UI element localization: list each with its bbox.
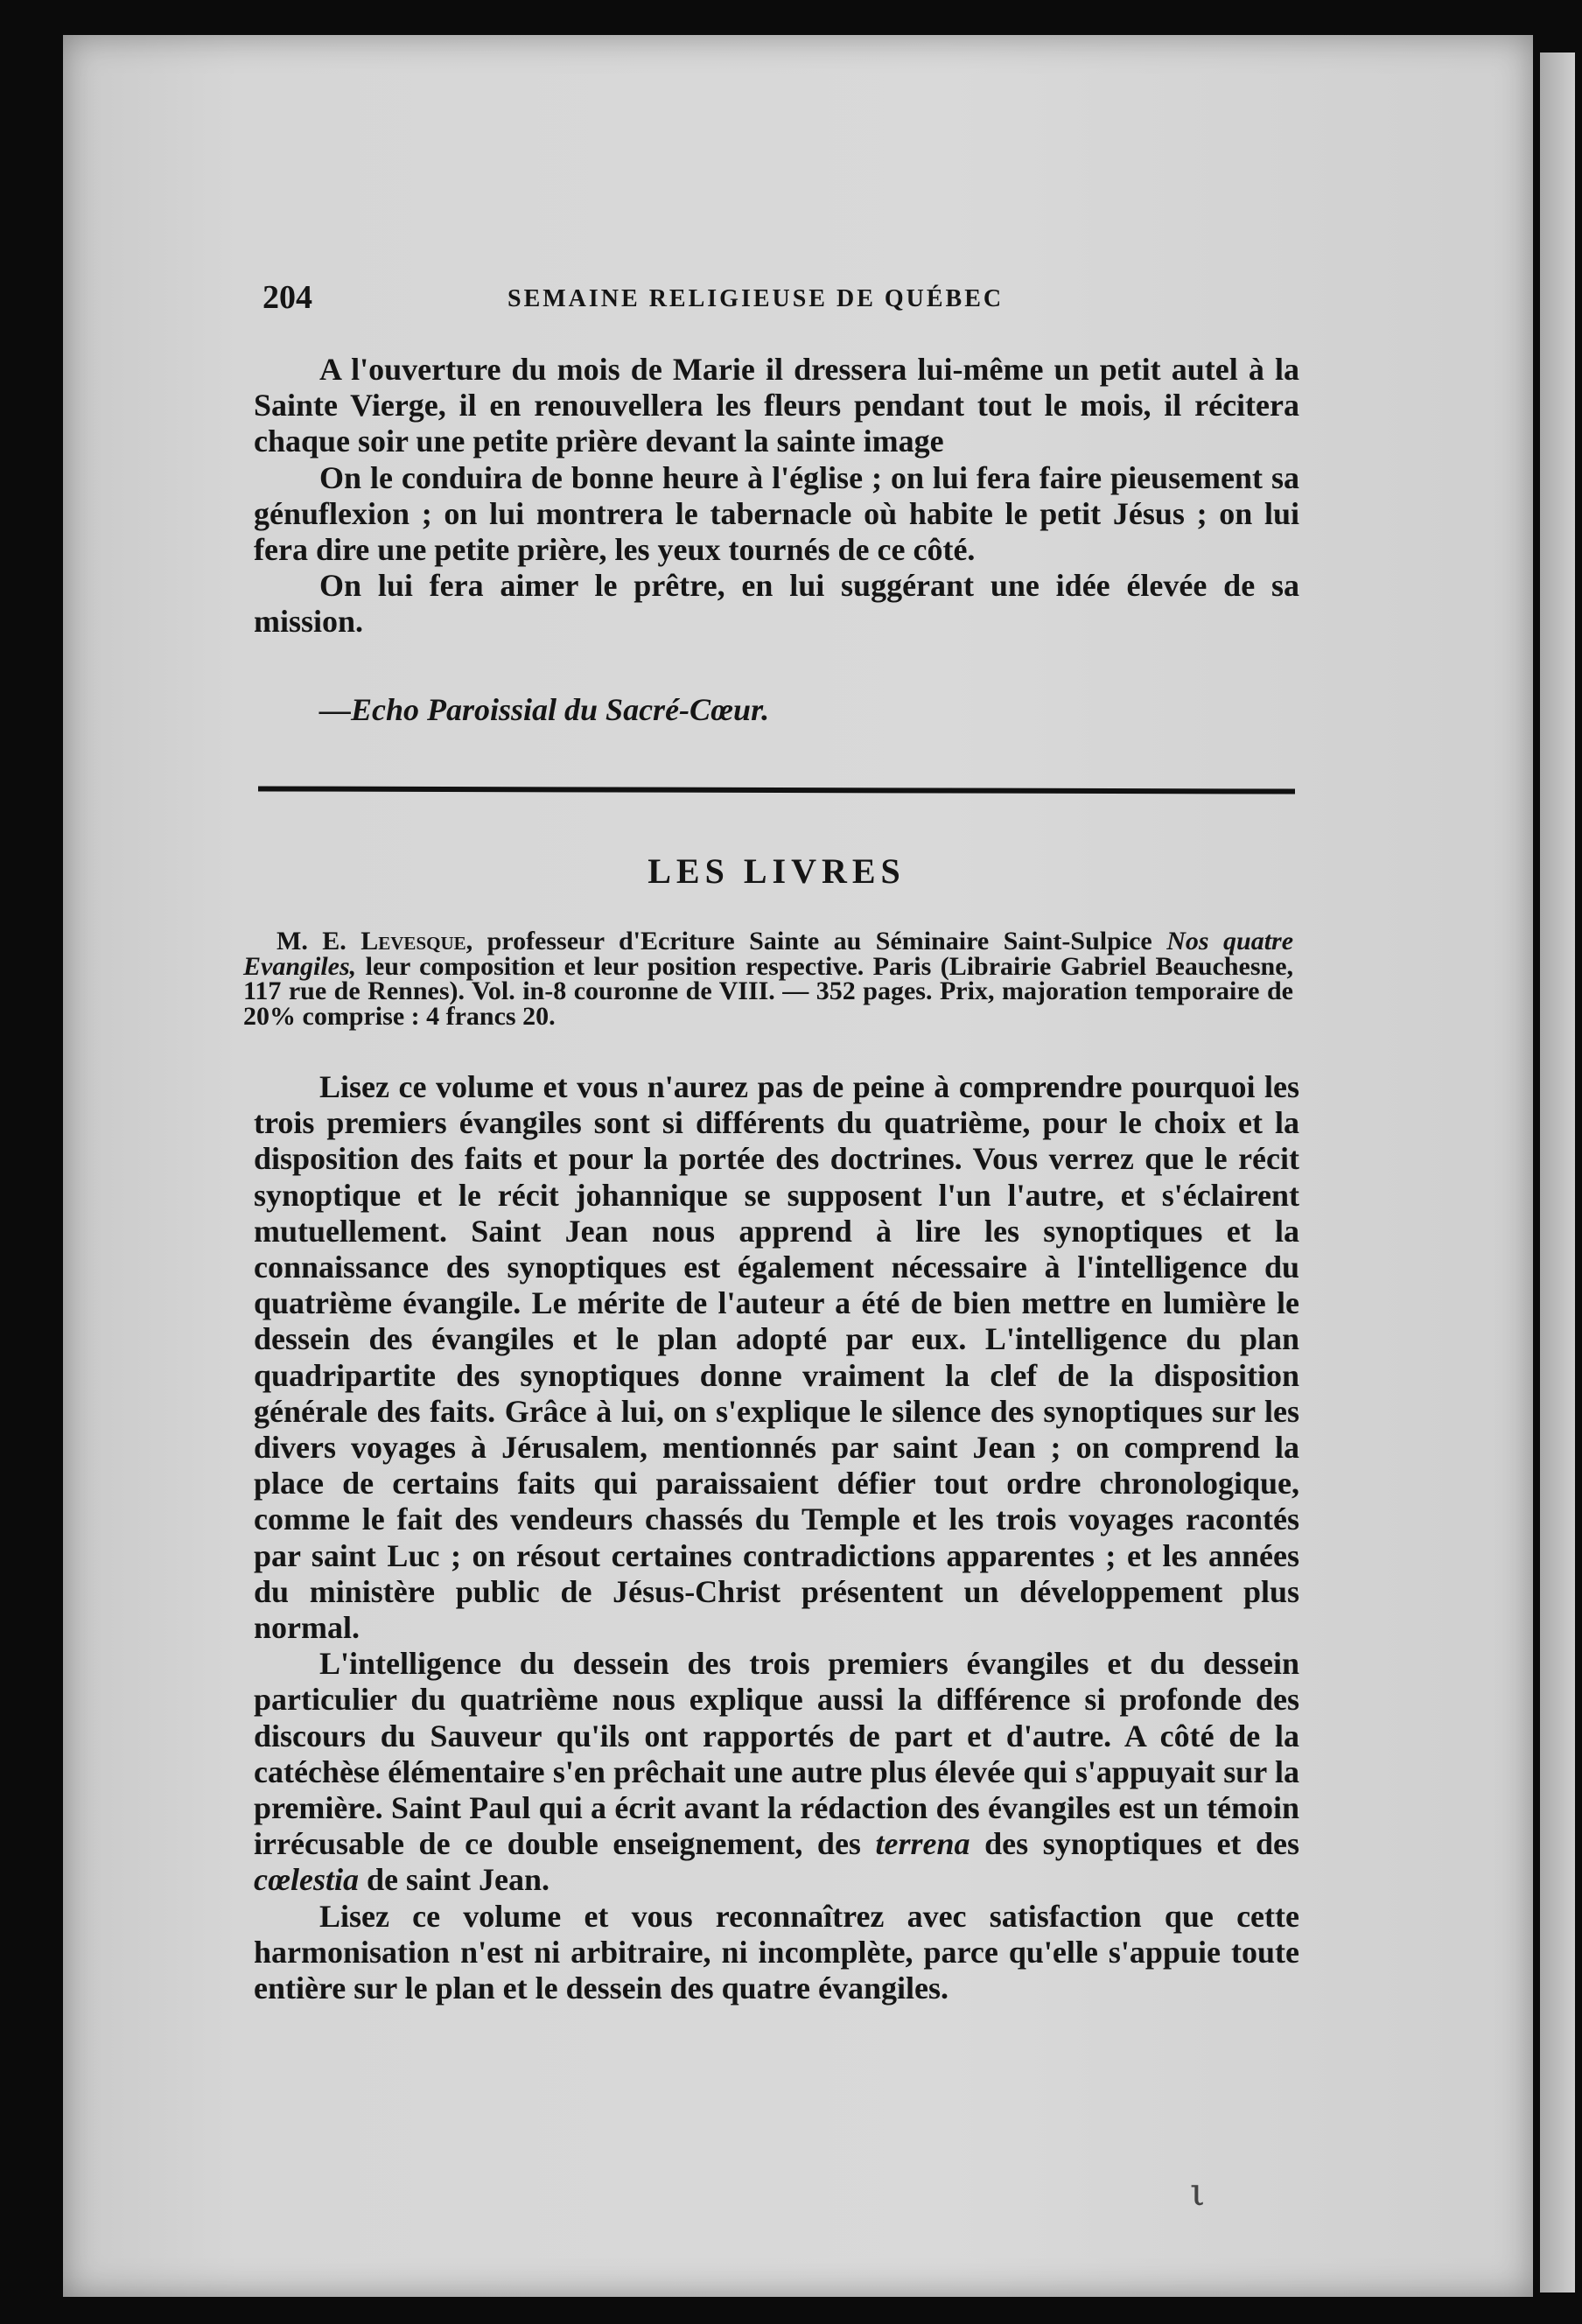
adjacent-page-edge (1540, 52, 1575, 2292)
book-details: leur composition et leur position respective. Paris (Librairie Gabriel Beauchesne, 117 rue de Rennes). Vol. in-8 couronne de VIII. — 352 pages. Prix, majoration temporaire de 20% comprise : 4 francs 20. (243, 951, 1294, 1031)
text-run: de saint Jean. (366, 1862, 550, 1898)
paragraph: On lui fera aimer le prêtre, en lui suggérant une idée élevée de sa mission. (254, 568, 1299, 640)
book-title: Nos quatre Evangiles, (243, 927, 1294, 981)
text-run: L'intelligence du dessein des trois premiers évangiles et du dessein particulier du quatrième nous explique aussi la différence si profonde des discours du Sauveur qu'ils ont rapportés de part et d'autre. A côté de la catéchèse élémentaire s'en prêchait une autre plus élevée qui s'appuyait sur la première. Saint Paul qui a écrit avant la rédaction des évangiles est un témoin irrécusable de ce double enseignement, des (254, 1646, 1299, 1862)
paragraph: Lisez ce volume et vous reconnaîtrez avec satisfaction que cette harmonisation n'est ni arbitraire, ni incomplète, parce qu'elle s'appuie toute entière sur le plan et le dessein des quatre évangiles. (254, 1898, 1299, 2006)
latin-term: terrena (875, 1826, 970, 1862)
journal-title: SEMAINE RELIGIEUSE DE QUÉBEC (508, 285, 1004, 312)
source-signature: —Echo Paroissial du Sacré-Cœur. (319, 692, 770, 727)
opening-text (254, 352, 1299, 640)
paragraph (254, 1646, 1299, 1898)
section-heading: LES LIVRES (648, 851, 906, 891)
page-number: 204 (262, 279, 312, 316)
paragraph: Lisez ce volume et vous n'aurez pas de peine à comprendre pourquoi les trois premiers évangiles sont si différents du quatrième, pour le choix et la disposition des faits et pour la portée des doctrines. Vous verrez que le récit synoptique et le récit johannique se supposent l'un l'autre, et s'éclairent mutuellement. Saint Jean nous apprend à lire les synoptiques et la connaissance des synoptiques est également nécessaire à l'intelligence du quatrième évangile. Le mérite de l'auteur a été de bien mettre en lumière le dessein des évangiles et le plan adopté par eux. L'intelligence du plan quadripartite des synoptiques donne vraiment la clef de la disposition générale des faits. Grâce à lui, on s'explique le silence des synoptiques sur les divers voyages à Jérusalem, mentionnés par saint Jean ; on comprend la place de certains faits qui paraissaient défier tout ordre chronologique, comme le fait des vendeurs chassés du Temple et les trois voyages racontés par saint Luc ; on résout certaines contradictions apparentes ; et les années du ministère public de Jésus-Christ présentent un développement plus normal. (254, 1069, 1299, 1646)
review-text (254, 1069, 1299, 2006)
paragraph: A l'ouverture du mois de Marie il dressera lui-même un petit autel à la Sainte Vierge, il en renouvellera les fleurs pendant tout le mois, il récitera chaque soir une petite prière devant la sainte image (254, 352, 1299, 459)
author-description: professeur d'Ecriture Sainte au Séminaire Saint-Sulpice (486, 927, 1152, 956)
book-author: M. E. Levesque, (276, 927, 473, 956)
latin-term: cœlestia (254, 1862, 359, 1898)
text-run: des synoptiques et des (984, 1826, 1300, 1862)
paragraph: On le conduira de bonne heure à l'église ; on lui fera faire pieusement sa génuflexion ; on lui montrera le tabernacle où habite le petit Jésus ; on lui fera dire une petite prière, les yeux tournés de ce côté. (254, 459, 1299, 568)
book-reference (243, 929, 1293, 1029)
margin-pencil-mark: ι (1190, 2170, 1206, 2215)
running-header (262, 278, 1312, 322)
